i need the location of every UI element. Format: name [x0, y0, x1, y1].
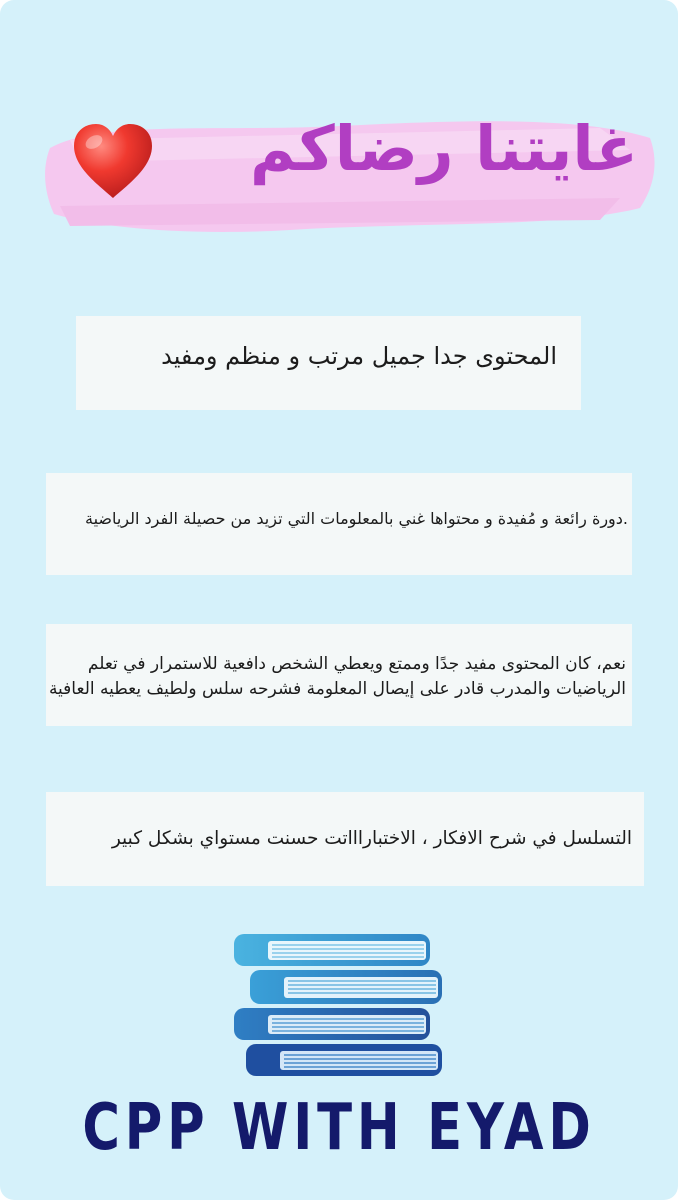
review-card-4 [46, 792, 644, 886]
review-text-2: .دورة رائعة و مُفيدة و محتواها غني بالمعلومات التي تزيد من حصيلة الفرد الرياضية [84, 509, 628, 528]
review-card-3 [46, 624, 632, 726]
review-card-1 [76, 316, 581, 410]
brand-name: CPP WITH EYAD [82, 1091, 596, 1165]
review-text-3-line-1: نعم، كان المحتوى مفيد جدًا وممتع ويعطي الشخص دافعية للاستمرار في تعلم [87, 654, 626, 674]
stacked-books-icon [228, 930, 448, 1080]
page-title: غايتنا رضاكم [250, 112, 638, 185]
review-text-4: التسلسل في شرح الافكار ، الاختباراااتت حسنت مستواي بشكل كبير [111, 828, 632, 849]
review-text-1: المحتوى جدا جميل مرتب و منظم ومفيد [161, 342, 557, 370]
heart-icon [70, 122, 156, 202]
review-card-2 [46, 473, 632, 575]
review-text-3-line-2: الرياضيات والمدرب قادر على إيصال المعلومة فشرحه سلس ولطيف يعطيه العافية [48, 678, 626, 699]
